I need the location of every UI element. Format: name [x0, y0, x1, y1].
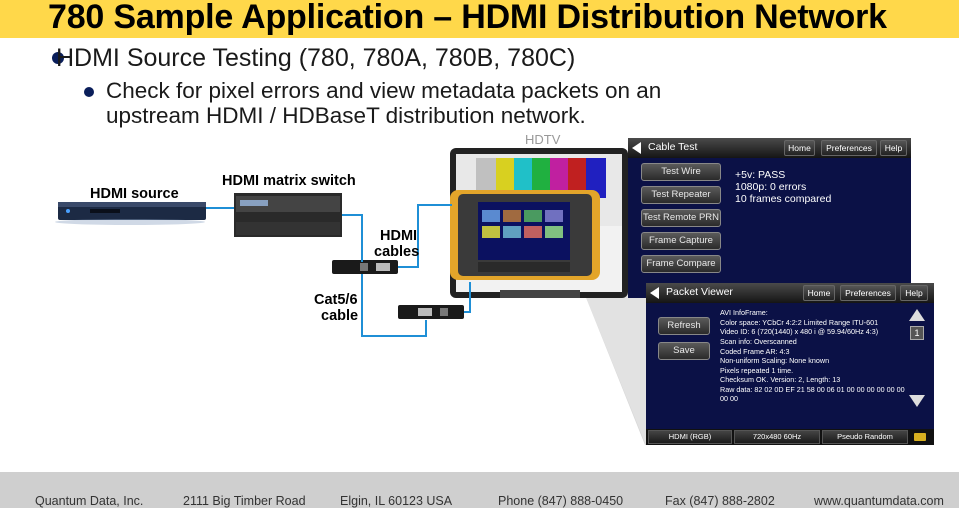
footer-phone: Phone (847) 888-0450	[498, 494, 624, 508]
home-button[interactable]: Home	[784, 140, 815, 156]
back-arrow-icon[interactable]	[650, 287, 659, 299]
analyzer-780	[450, 190, 600, 280]
test-remote-prn-button[interactable]: Test Remote PRN	[641, 209, 721, 227]
save-button[interactable]: Save	[658, 342, 710, 360]
home-button[interactable]: Home	[803, 285, 835, 301]
help-button[interactable]: Help	[880, 140, 907, 156]
status-format[interactable]: 720x480 60Hz	[734, 430, 820, 444]
footer-city: Elgin, IL 60123 USA	[340, 494, 453, 508]
label-matrix-switch: HDMI matrix switch	[222, 173, 356, 189]
packet-line: Coded Frame AR: 4:3	[720, 347, 790, 356]
slide-title: 780 Sample Application – HDMI Distribution Network	[48, 0, 887, 36]
packet-line: Raw data: 82 02 0D EF 21 58 00 06 01 00 00 00 00 00 00	[720, 385, 905, 394]
footer-web[interactable]: www.quantumdata.com	[814, 494, 944, 508]
page-number-box: 1	[910, 326, 924, 340]
packet-line: Checksum OK. Version: 2, Length: 13	[720, 375, 841, 384]
test-wire-button[interactable]: Test Wire	[641, 163, 721, 181]
result-5v: +5v: PASS	[735, 169, 786, 181]
frame-capture-button[interactable]: Frame Capture	[641, 232, 721, 250]
scroll-up-arrow-icon[interactable]	[909, 309, 925, 321]
cable-test-screen	[628, 138, 911, 298]
packet-viewer-header	[646, 283, 934, 303]
cable-test-header	[628, 138, 911, 158]
footer-fax: Fax (847) 888-2802	[665, 494, 775, 508]
label-cat-cable-1: Cat5/6	[314, 292, 358, 308]
bullet-1: HDMI Source Testing (780, 780A, 780B, 780C)	[56, 44, 576, 72]
help-button[interactable]: Help	[900, 285, 928, 301]
packet-line: Scan info: Overscanned	[720, 337, 797, 346]
packet-line: AVI InfoFrame:	[720, 308, 768, 317]
result-frames: 10 frames compared	[735, 193, 832, 205]
cable-test-title: Cable Test	[648, 141, 698, 153]
back-arrow-icon[interactable]	[632, 142, 641, 154]
hdbaset-receiver	[398, 305, 464, 319]
packet-line: 00 00	[720, 394, 738, 403]
label-hdmi-source: HDMI source	[90, 186, 179, 202]
hdbaset-transmitter	[332, 260, 398, 274]
status-signal[interactable]: HDMI (RGB)	[648, 430, 732, 444]
packet-line: Non-uniform Scaling: None known	[720, 356, 830, 365]
label-hdtv: HDTV	[525, 132, 561, 147]
folder-icon[interactable]	[914, 433, 926, 441]
result-errors: 1080p: 0 errors	[735, 181, 807, 193]
packet-line: Video ID: 6 (720(1440) x 480 i @ 59.94/60Hz 4:3)	[720, 327, 879, 336]
packet-viewer-screen	[646, 283, 934, 445]
label-hdmi-cables-2: cables	[374, 244, 420, 260]
label-cat-cable-2: cable	[321, 308, 359, 324]
status-bar	[646, 429, 934, 445]
packet-line: Color space: YCbCr 4:2:2 Limited Range ITU-601	[720, 318, 879, 327]
label-hdmi-cables-1: HDMI	[380, 228, 418, 244]
scroll-down-arrow-icon[interactable]	[909, 395, 925, 407]
preferences-button[interactable]: Preferences	[840, 285, 896, 301]
packet-line: Pixels repeated 1 time.	[720, 366, 794, 375]
test-repeater-button[interactable]: Test Repeater	[641, 186, 721, 204]
frame-compare-button[interactable]: Frame Compare	[641, 255, 721, 273]
footer-address: 2111 Big Timber Road	[183, 494, 306, 508]
bluray-player	[55, 202, 206, 225]
packet-viewer-title: Packet Viewer	[666, 286, 733, 298]
preferences-button[interactable]: Preferences	[821, 140, 877, 156]
refresh-button[interactable]: Refresh	[658, 317, 710, 335]
footer-company: Quantum Data, Inc.	[35, 494, 144, 508]
bullet-2: Check for pixel errors and view metadata packets on an upstream HDMI / HDBaseT distribution network.	[106, 78, 662, 128]
status-pattern[interactable]: Pseudo Random	[822, 430, 908, 444]
matrix-switch	[234, 193, 342, 237]
